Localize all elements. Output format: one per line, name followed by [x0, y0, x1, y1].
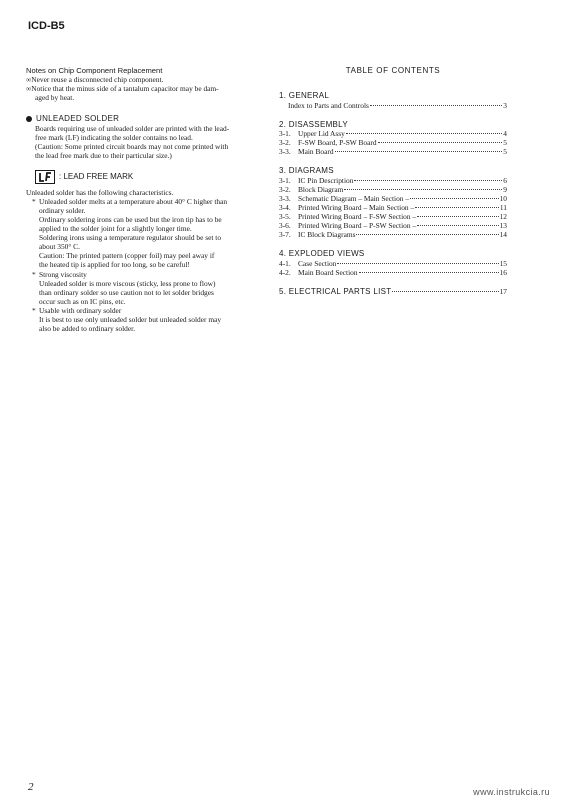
dot-leader [337, 263, 498, 264]
dot-leader [344, 189, 502, 190]
toc-entry-label: Schematic Diagram – Main Section – [298, 194, 410, 204]
toc-entry[interactable] [279, 147, 507, 156]
toc-entry-page: 5 [503, 138, 507, 148]
toc-entry-label: Block Diagram [298, 185, 344, 195]
toc-entry-page: 6 [503, 176, 507, 186]
watermark: www.instrukcia.ru [473, 787, 550, 797]
lead-free-intro: Unleaded solder has the following characteristics. [26, 188, 174, 198]
toc-entry-label: Index to Parts and Controls [288, 100, 369, 110]
model-name: ICD-B5 [28, 20, 65, 32]
toc-entry-page: 13 [499, 221, 507, 231]
toc-entry-page: 12 [499, 212, 507, 222]
toc-entry[interactable] [279, 129, 507, 138]
toc-entry-number: 3-3. [279, 147, 291, 157]
lead-free-logo-icon [35, 170, 55, 184]
dot-leader [417, 225, 499, 226]
toc-section-heading: 3. DIAGRAMS [279, 166, 334, 176]
item-line: Unleaded solder is more viscous (sticky, less prone to flow) [39, 278, 216, 288]
toc-entry-number: 4-2. [279, 268, 291, 278]
dot-leader [359, 272, 499, 273]
toc-entry[interactable] [279, 259, 507, 268]
toc-section-heading: 4. EXPLODED VIEWS [279, 249, 365, 259]
lead-free-item [26, 197, 262, 269]
notes-line: ∞Never reuse a disconnected chip component. [26, 75, 164, 85]
toc-title: TABLE OF CONTENTS [345, 66, 441, 75]
item-line: Usable with ordinary solder [39, 305, 122, 315]
toc-entry[interactable] [279, 176, 507, 185]
toc-entry-number: 3-5. [279, 212, 291, 222]
toc-entry-page: 3 [503, 100, 507, 110]
toc-entry-number: 3-2. [279, 138, 291, 148]
lead-free-item [26, 306, 262, 333]
unleaded-line: the lead free mark due to their particular size.) [35, 151, 172, 161]
toc-entry-number: 3-6. [279, 221, 291, 231]
toc-entry[interactable] [279, 203, 507, 212]
item-line: It is best to use only unleaded solder but unleaded solder may [39, 314, 222, 324]
dot-leader [410, 198, 499, 199]
dot-leader [392, 291, 498, 292]
unleaded-line: Boards requiring use of unleaded solder are printed with the lead- [35, 124, 230, 134]
toc-entry[interactable] [279, 185, 507, 194]
toc-entry-number: 3-1. [279, 176, 291, 186]
item-line: Ordinary soldering irons can be used but the iron tip has to be [39, 215, 222, 225]
page-number: 2 [28, 781, 34, 793]
toc-entry-label: Printed Wiring Board – Main Section – [298, 203, 415, 213]
lead-free-title: : LEAD FREE MARK [59, 172, 134, 182]
table-of-contents [279, 66, 507, 297]
dot-leader [378, 142, 503, 143]
bullet-star: * [32, 269, 36, 279]
item-line: ordinary solder. [39, 206, 86, 216]
toc-entry-page: 14 [499, 230, 507, 240]
item-line: Soldering irons using a temperature regulator should be set to [39, 233, 222, 243]
toc-entry[interactable] [279, 194, 507, 203]
dot-leader [335, 151, 503, 152]
toc-entry-page: 17 [499, 287, 507, 297]
notes-title: Notes on Chip Component Replacement [26, 66, 163, 75]
dot-leader [370, 105, 502, 106]
toc-entry-number: 3-4. [279, 203, 291, 213]
toc-entry-page: 5 [503, 147, 507, 157]
toc-entry[interactable] [279, 268, 507, 277]
unleaded-heading [26, 114, 262, 124]
toc-entry-label: Printed Wiring Board – P-SW Section – [298, 221, 417, 231]
dot-leader [417, 216, 499, 217]
dot-leader [415, 207, 499, 208]
item-line: about 350° C. [39, 242, 80, 252]
lead-free-item [26, 270, 262, 306]
item-line: the heated tip is applied for too long, so be careful! [39, 260, 190, 270]
toc-entry-number: 3-1. [279, 129, 291, 139]
toc-entry-label: Upper Lid Assy [298, 129, 345, 139]
left-column [26, 66, 262, 333]
toc-entry[interactable] [279, 221, 507, 230]
bullet-dot-icon [26, 116, 32, 122]
item-line: occur such as on IC pins, etc. [39, 296, 126, 306]
unleaded-line: free mark (LF) indicating the solder contains no lead. [35, 133, 193, 143]
unleaded-body [26, 124, 262, 160]
toc-entry[interactable] [279, 138, 507, 147]
unleaded-line: (Caution: Some printed circuit boards may not come printed with [35, 142, 229, 152]
toc-entry-page: 15 [499, 259, 507, 269]
toc-entry[interactable] [279, 101, 507, 110]
item-line: Caution: The printed pattern (copper foil) may peel away if [39, 251, 215, 261]
toc-entry-page: 9 [503, 185, 507, 195]
dot-leader [354, 180, 502, 181]
dot-leader [346, 133, 502, 134]
toc-entry-number: 3-3. [279, 194, 291, 204]
toc-entry-page: 16 [499, 268, 507, 278]
notes-line: aged by heat. [35, 93, 75, 103]
toc-entry-label: Printed Wiring Board – F-SW Section – [298, 212, 417, 222]
toc-entry-number: 3-2. [279, 185, 291, 195]
toc-entry-parts-list[interactable] [279, 287, 507, 297]
notes-line: ∞Notice that the minus side of a tantalum capacitor may be dam- [26, 84, 219, 94]
toc-entry-number: 4-1. [279, 259, 291, 269]
toc-section-heading: 1. GENERAL [279, 90, 330, 100]
item-line: applied to the solder joint for a slightly longer time. [39, 224, 192, 234]
bullet-star: * [32, 305, 36, 315]
toc-entry-page: 11 [499, 203, 507, 213]
item-line: also be added to ordinary solder. [39, 323, 136, 333]
item-line: than ordinary solder so use caution not to let solder bridges [39, 287, 214, 297]
toc-section-heading: 2. DISASSEMBLY [279, 119, 348, 129]
toc-entry-label: IC Block Diagrams [298, 230, 356, 240]
toc-entry-label: Case Section [298, 259, 337, 269]
bullet-star: * [32, 197, 36, 207]
toc-entry[interactable] [279, 230, 507, 239]
toc-entry-label: Main Board [298, 147, 334, 157]
toc-entry-label: 5. ELECTRICAL PARTS LIST [279, 287, 392, 297]
toc-entry-label: F-SW Board, P-SW Board [298, 138, 377, 148]
toc-entry-page: 4 [503, 129, 507, 139]
toc-entry-page: 10 [499, 194, 507, 204]
item-line: Unleaded solder melts at a temperature about 40° C higher than [39, 197, 228, 207]
item-line: Strong viscosity [39, 269, 87, 279]
unleaded-title: UNLEADED SOLDER [36, 114, 120, 124]
toc-entry-label: IC Pin Description [298, 176, 354, 186]
toc-entry-number: 3-7. [279, 230, 291, 240]
lead-free-heading [35, 170, 262, 184]
notes-body [26, 75, 262, 102]
toc-entry[interactable] [279, 212, 507, 221]
dot-leader [356, 234, 498, 235]
toc-entry-label: Main Board Section [298, 268, 358, 278]
